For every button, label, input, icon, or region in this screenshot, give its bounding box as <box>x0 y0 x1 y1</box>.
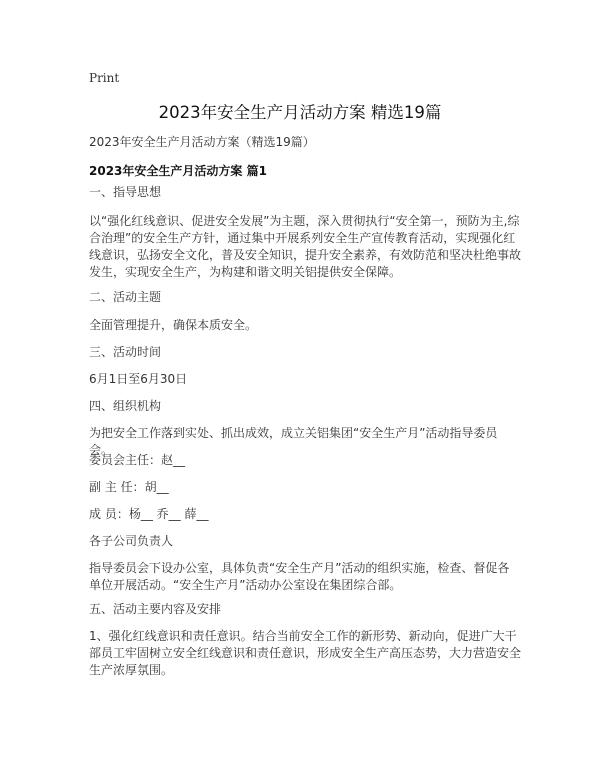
heading-guiding-ideology: 一、指导思想 <box>89 185 162 199</box>
committee-director: 委员会主任：赵__ <box>89 453 186 467</box>
paragraph-item-1: 1、强化红线意识和责任意识。结合当前安全工作的新形势、新动向，促进广大干部员工牢固树立安全红线意识和责任意识，形成安全生产高压态势，大力营造安全生产浓厚氛围。 <box>89 629 522 677</box>
section-title: 2023年安全生产月活动方案 篇1 <box>89 164 267 178</box>
heading-organization: 四、组织机构 <box>89 399 162 413</box>
heading-main-content: 五、活动主要内容及安排 <box>89 602 222 616</box>
paragraph-guiding-ideology: 以“强化红线意识、促进安全发展”为主题，深入贯彻执行“安全第一，预防为主,综合治理”的安全生产方针，通过集中开展系列安全生产宣传教育活动，实现强化红线意识，弘扬安全文化，普及安全知识，提升安全素养，有效防范和坚决杜绝事故发生，实现安全生产，为构建和谐文明关铝提供安全保障。 <box>89 214 522 279</box>
print-label[interactable]: Print <box>89 71 120 85</box>
heading-activity-theme: 二、活动主题 <box>89 290 162 304</box>
committee-members: 成 员：杨__ 乔__ 薛__ <box>89 507 209 521</box>
document-subtitle: 2023年安全生产月活动方案（精选19篇） <box>89 135 315 149</box>
paragraph-office: 指导委员会下设办公室，具体负责“安全生产月”活动的组织实施，检查、督促各单位开展活动。“安全生产月”活动办公室设在集团综合部。 <box>89 561 510 592</box>
paragraph-organization: 为把安全工作落到实处、抓出成效，成立关铝集团“安全生产月”活动指导委员会。 <box>89 426 498 457</box>
paragraph-activity-time: 6月1日至6月30日 <box>89 372 188 386</box>
heading-activity-time: 三、活动时间 <box>89 345 162 359</box>
subsidiary-heads: 各子公司负责人 <box>89 534 174 548</box>
document-title: 2023年安全生产月活动方案 精选19篇 <box>158 103 442 122</box>
deputy-director: 副 主 任：胡__ <box>89 480 169 494</box>
paragraph-activity-theme: 全面管理提升，确保本质安全。 <box>89 318 258 332</box>
